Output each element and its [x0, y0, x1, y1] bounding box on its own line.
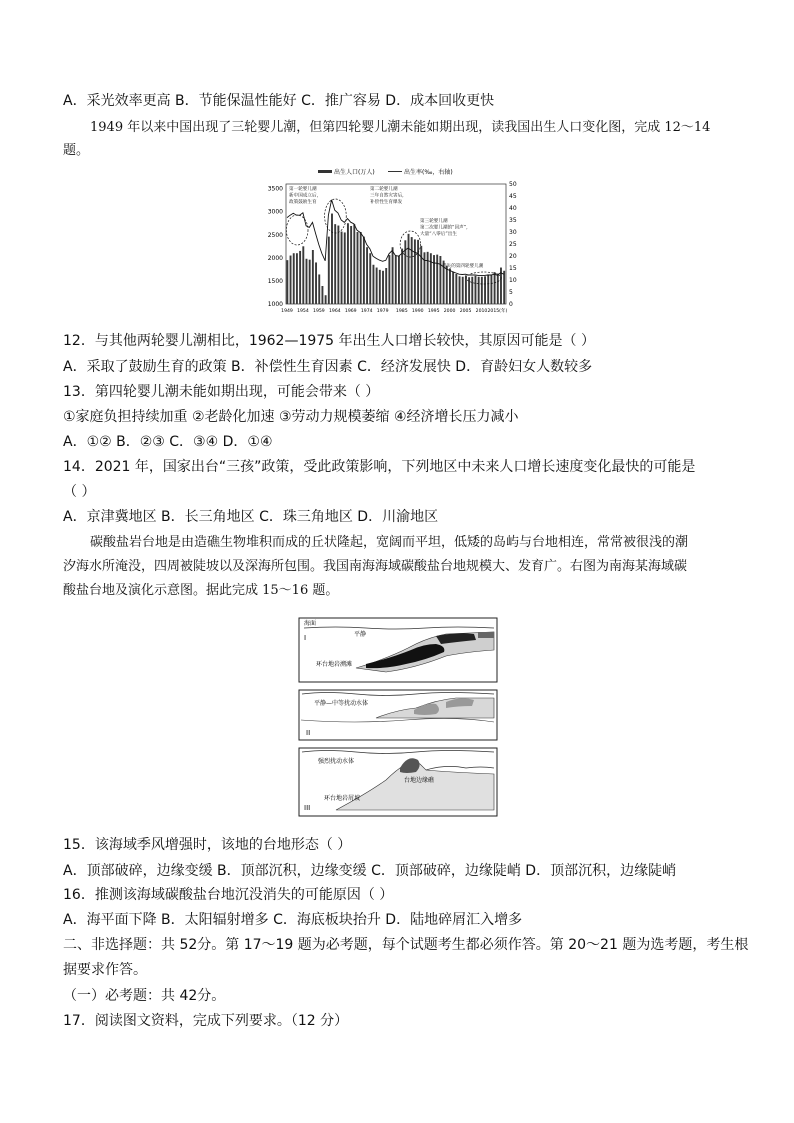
- y-left-tick-label: 2000: [267, 254, 283, 262]
- birth-bar: [401, 249, 403, 304]
- talus-slope-label: 环台地岩屑坡: [324, 795, 361, 802]
- panel-3: [299, 748, 497, 816]
- birth-bar: [392, 247, 394, 304]
- legend-label-births: 出生人口(万人): [334, 169, 375, 176]
- birth-bar: [430, 253, 432, 304]
- annotation-text: 新中国成立后，: [289, 193, 322, 199]
- birth-bar: [475, 276, 477, 304]
- y-left-tick-label: 1500: [267, 277, 283, 285]
- birth-bar: [468, 277, 470, 304]
- y-right-tick-label: 45: [509, 193, 517, 200]
- birth-bar: [369, 253, 371, 304]
- x-tick-label: 1974: [360, 309, 373, 314]
- question-14-blank: （ ）: [63, 484, 96, 500]
- question-15: 15．该海域季风增强时，该地的台地形态（ ）: [63, 837, 352, 853]
- birth-bar: [414, 239, 416, 304]
- panel-1: [299, 618, 497, 682]
- x-tick-label: 1949: [281, 309, 293, 314]
- x-tick-label: 2000: [443, 309, 456, 314]
- birth-bar: [382, 271, 384, 304]
- panel-2: [299, 690, 497, 740]
- birth-bar: [398, 256, 400, 304]
- y-right-tick-label: 50: [509, 181, 517, 188]
- birth-bar: [372, 265, 374, 304]
- x-tick-label: 1979: [376, 309, 389, 314]
- birth-bar: [286, 260, 288, 304]
- question-13-options: A．①② B．②③ C．③④ D．①④: [63, 434, 273, 450]
- y-right-tick-label: 25: [509, 241, 517, 248]
- carbonate-platform-diagram: [296, 614, 502, 822]
- annotation-text: 消失的第四轮婴儿潮: [442, 264, 484, 269]
- x-tick-label: 1969: [344, 309, 357, 314]
- birth-bar: [290, 256, 292, 304]
- annotation-text: 补偿性生育爆发: [370, 200, 403, 205]
- birth-bar: [357, 232, 359, 304]
- birth-bar: [452, 272, 454, 304]
- birth-bar: [376, 268, 378, 304]
- birth-bar: [408, 234, 410, 304]
- passage-line-1: 碳酸盐岩台地是由造礁生物堆积而成的丘状隆起，宽阔而平坦，低矮的岛屿与台地相连，常常被很浅的潮: [90, 535, 689, 550]
- strong-disturbance-label: 强烈扰动水体: [318, 758, 355, 765]
- panel-2-label: II: [306, 729, 311, 737]
- birth-bar: [436, 255, 438, 304]
- birth-bar: [318, 274, 320, 304]
- platform-edge-reef-label: 台地边缘礁: [404, 777, 435, 784]
- birth-bar: [478, 277, 480, 304]
- annotation-circle: [286, 215, 308, 245]
- birth-bar: [363, 237, 365, 304]
- panel-1-label: I: [304, 634, 307, 642]
- y-left-tick-label: 3000: [267, 208, 283, 216]
- birth-bar: [446, 266, 448, 304]
- y-left-tick-label: 1000: [267, 301, 283, 308]
- mid-disturbance-label: 平静—中等扰动水体: [314, 700, 369, 707]
- x-tick-label: 2015(年): [487, 309, 508, 314]
- birth-bar: [366, 247, 368, 304]
- y-right-tick-label: 30: [509, 229, 517, 236]
- x-tick-label: 1995: [427, 309, 440, 314]
- birth-bar: [490, 274, 492, 304]
- question-15-options: A．顶部破碎，边缘变缓 B．顶部沉积，边缘变缓 C．顶部破碎，边缘陡峭 D．顶部沉积，边缘陡峭: [63, 863, 677, 879]
- birth-bar: [388, 255, 390, 304]
- annotation-text: 第二次婴儿潮的“回声”，: [420, 225, 471, 231]
- sea-label: 海面: [304, 620, 317, 627]
- y-right-tick-label: 20: [509, 253, 517, 260]
- birth-bar: [306, 259, 308, 304]
- birth-bar: [309, 260, 311, 304]
- y-right-tick-label: 15: [509, 265, 517, 272]
- question-14-options: A．京津冀地区 B．长三角地区 C．珠三角地区 D．川渝地区: [63, 509, 439, 525]
- birth-bar: [344, 232, 346, 304]
- birth-bar: [417, 240, 419, 304]
- birth-bar: [312, 250, 314, 304]
- birth-bar: [503, 271, 505, 304]
- birth-bar: [497, 274, 499, 304]
- birth-bar: [347, 223, 349, 304]
- annotation-text: 三年自然灾害后，: [370, 193, 407, 199]
- question-13: 13．第四轮婴儿潮未能如期出现，可能会带来（ ）: [63, 384, 380, 400]
- birth-bar: [465, 275, 467, 304]
- y-right-tick-label: 35: [509, 217, 517, 224]
- y-right-tick-label: 40: [509, 205, 517, 212]
- calm-label: 平静: [354, 631, 367, 638]
- question-16-options: A．海平面下降 B．太阳辐射增多 C．海底板块抬升 D．陆地碎屑汇入增多: [63, 912, 523, 928]
- question-17: 17．阅读图文资料，完成下列要求。（12 分）: [63, 1013, 349, 1029]
- legend-label-rate: 出生率(‰，右轴): [404, 169, 453, 176]
- birth-bar: [321, 286, 323, 304]
- birth-bar: [484, 276, 486, 304]
- birth-bar: [302, 246, 304, 304]
- x-tick-label: 1964: [328, 309, 341, 314]
- question-16: 16．推测该海域碳酸盐台地沉没消失的可能原因（ ）: [63, 887, 394, 903]
- option-line-11: A．采光效率更高 B．节能保温性能好 C．推广容易 D．成本回收更快: [63, 93, 495, 109]
- chart-legend: [318, 168, 453, 176]
- birth-bar: [379, 270, 381, 304]
- birth-bar: [337, 226, 339, 304]
- x-tick-label: 1990: [411, 309, 424, 314]
- x-tick-label: 1959: [313, 309, 325, 314]
- birth-bar: [350, 226, 352, 304]
- y-right-tick-label: 0: [509, 301, 513, 308]
- y-left-tick-label: 2500: [267, 231, 283, 239]
- annotation-text: 第三轮婴儿潮: [420, 219, 448, 224]
- intro-12-14: 1949 年以来中国出现了三轮婴儿潮，但第四轮婴儿潮未能如期出现，读我国出生人口变化图，完成 12～14: [90, 120, 711, 135]
- section-2-heading-cont: 据要求作答。: [63, 962, 147, 978]
- birth-bar: [325, 295, 327, 304]
- birth-bar: [487, 274, 489, 304]
- birth-bar: [395, 256, 397, 304]
- x-tick-label: 2005: [459, 309, 472, 314]
- required-section-heading: （一）必考题：共 42分。: [63, 988, 226, 1004]
- question-12: 12．与其他两轮婴儿潮相比，1962—1975 年出生人口增长较快，其原因可能是（ ）: [63, 333, 595, 349]
- birth-bar: [328, 237, 330, 304]
- intro-12-14-cont: 题。: [63, 143, 90, 158]
- annotation-text: 第二轮婴儿潮: [370, 187, 398, 192]
- passage-line-2: 汐海水所淹没，四周被陡坡以及深海所包围。我国南海海域碳酸盐台地规模大、发育广。右图为南海某海域碳: [63, 559, 688, 574]
- birth-bar: [299, 251, 301, 304]
- birth-bar: [420, 246, 422, 304]
- x-tick-label: 2010: [475, 309, 488, 314]
- birth-bar: [334, 224, 336, 304]
- y-right-tick-label: 5: [509, 289, 513, 296]
- birth-bar: [494, 272, 496, 304]
- panel-3-label: III: [304, 804, 311, 812]
- birth-bar: [455, 274, 457, 304]
- birth-bar: [353, 224, 355, 304]
- birth-bar: [411, 237, 413, 304]
- birth-bar: [427, 252, 429, 304]
- birth-bar: [385, 268, 387, 304]
- x-tick-label: 1985: [395, 309, 408, 314]
- legend-swatch-births: [318, 170, 332, 173]
- question-13-statements: ①家庭负担持续加重 ②老龄化加速 ③劳动力规模萎缩 ④经济增长压力减小: [63, 409, 519, 425]
- birth-bar: [449, 268, 451, 304]
- annotation-text: 第一轮婴儿潮: [289, 187, 317, 192]
- birth-bar: [341, 232, 343, 304]
- y-right-tick-label: 10: [509, 277, 517, 284]
- birth-bar: [459, 276, 461, 304]
- birth-bar: [360, 232, 362, 304]
- birth-bar: [331, 214, 333, 304]
- annotation-text: 大量“八零后”出生: [420, 232, 457, 237]
- birth-bar: [471, 277, 473, 304]
- birth-population-chart: [260, 164, 522, 322]
- annotation-text: 政策鼓励生育: [289, 200, 317, 205]
- passage-line-3: 酸盐台地及演化示意图。据此完成 15～16 题。: [63, 583, 339, 598]
- birth-bar: [293, 253, 295, 304]
- birth-bar: [296, 253, 298, 304]
- question-14: 14．2021 年，国家出台“三孩”政策，受此政策影响，下列地区中未来人口增长速度变化最快的可能是: [63, 459, 696, 475]
- question-12-options: A．采取了鼓励生育的政策 B．补偿性生育因素 C．经济发展快 D．育龄妇女人数较多: [63, 359, 593, 375]
- y-left-tick-label: 3500: [267, 185, 283, 193]
- x-tick-label: 1954: [297, 309, 309, 314]
- birth-bar: [315, 262, 317, 304]
- birth-bar: [462, 277, 464, 304]
- section-2-heading: 二、非选择题：共 52分。第 17～19 题为必考题，每个试题考生都必须作答。第 20～21 题为选考题，考生根: [63, 937, 749, 953]
- birth-bar: [481, 277, 483, 304]
- lagoon-label: 环台地岩溯滩: [316, 661, 353, 668]
